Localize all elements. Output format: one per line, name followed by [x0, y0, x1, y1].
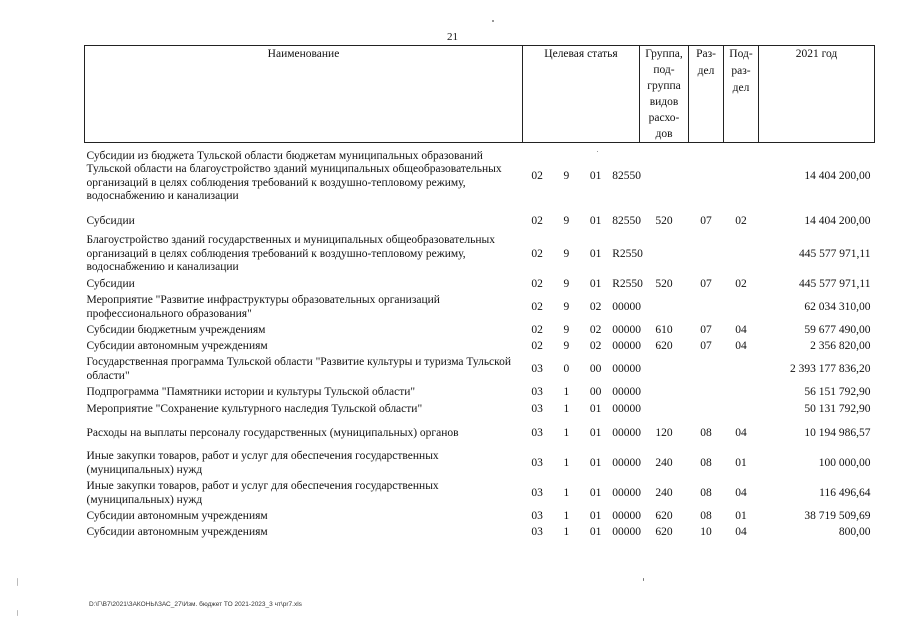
row-subsection: [724, 401, 759, 419]
row-event-code: 02: [589, 323, 602, 336]
row-amount: 10 194 986,57: [804, 426, 871, 439]
row-event-code: 01: [589, 277, 602, 290]
row-direction-code: 00000: [612, 509, 641, 522]
row-direction-code: 00000: [612, 402, 641, 415]
row-event-code: 01: [589, 456, 602, 469]
header-section: Раз- дел: [689, 46, 724, 143]
row-section: 07: [700, 323, 712, 336]
scan-speck: [17, 578, 18, 586]
row-direction-code: 82550: [612, 170, 641, 182]
table-row: [85, 449, 875, 479]
table-row: [85, 509, 875, 525]
row-name: Субсидии: [86, 277, 135, 290]
table-row: [85, 211, 875, 233]
row-subprogram-code: 1: [563, 509, 570, 522]
header-target-article: Целевая статья: [523, 46, 640, 143]
row-section: [689, 293, 724, 323]
row-name: Расходы на выплаты персоналу государственных (муниципальных) органов: [86, 426, 459, 439]
row-name: Субсидии: [86, 214, 135, 227]
row-name: Государственная программа Тульской области "Развитие культуры и туризма Тульской области": [86, 356, 512, 382]
budget-table: [84, 45, 875, 541]
row-subprogram-code: 9: [563, 339, 570, 352]
row-subprogram-code: 9: [563, 214, 570, 227]
row-event-code: 01: [589, 170, 602, 182]
row-direction-code: 00000: [612, 486, 641, 499]
row-subsection: 04: [735, 426, 747, 439]
page-number: 21: [447, 31, 458, 43]
row-event-code: 01: [589, 247, 602, 260]
row-direction-code: 00000: [612, 323, 641, 336]
row-expense-group: [640, 385, 689, 401]
row-program-code: 02: [531, 170, 543, 182]
row-subprogram-code: 1: [563, 456, 570, 469]
row-amount: 50 131 792,90: [804, 402, 871, 415]
row-expense-group: [640, 355, 689, 385]
row-amount: 800,00: [838, 525, 871, 538]
row-event-code: 00: [589, 385, 602, 398]
row-expense-group: 520: [655, 214, 673, 227]
row-subprogram-code: 9: [563, 170, 570, 182]
row-event-code: 01: [589, 426, 602, 439]
row-subprogram-code: 1: [563, 426, 570, 439]
row-expense-group: 240: [655, 486, 673, 499]
table-row: [85, 401, 875, 419]
header-subsection: Под- раз- дел: [724, 46, 759, 143]
row-section: 08: [700, 426, 712, 439]
row-event-code: 01: [589, 509, 602, 522]
row-subsection: [724, 143, 759, 211]
row-program-code: 02: [531, 323, 543, 336]
row-program-code: 03: [531, 509, 543, 522]
row-direction-code: 00000: [612, 339, 641, 352]
table-row: [85, 143, 875, 211]
row-direction-code: 00000: [612, 385, 641, 398]
table-row: [85, 355, 875, 385]
scan-speck: [492, 20, 494, 22]
table-row: [85, 323, 875, 339]
row-expense-group: [640, 293, 689, 323]
row-expense-group: [640, 143, 689, 211]
row-expense-group: 120: [655, 426, 673, 439]
row-direction-code: R2550: [612, 247, 643, 260]
row-program-code: 02: [531, 214, 543, 227]
row-event-code: 01: [589, 525, 602, 538]
row-direction-code: 00000: [612, 300, 641, 313]
row-amount: 56 151 792,90: [804, 385, 871, 398]
row-subprogram-code: 1: [563, 385, 570, 398]
row-amount: 445 577 971,11: [799, 247, 871, 260]
row-direction-code: 82550: [612, 214, 641, 227]
row-subsection: 04: [735, 339, 747, 352]
row-amount: 59 677 490,00: [804, 323, 871, 336]
row-event-code: 01: [589, 486, 602, 499]
table-row: [85, 339, 875, 355]
row-section: [689, 401, 724, 419]
row-name: Подпрограмма "Памятники истории и культуры Тульской области": [86, 385, 416, 398]
row-subsection: 04: [735, 525, 747, 538]
row-section: 10: [700, 525, 712, 538]
row-subprogram-code: 9: [563, 277, 570, 290]
row-amount: 116 496,64: [819, 486, 871, 499]
row-program-code: 03: [531, 486, 543, 499]
row-direction-code: 00000: [612, 525, 641, 538]
row-subsection: 01: [735, 456, 747, 469]
row-expense-group: 620: [655, 339, 673, 352]
row-expense-group: 620: [655, 509, 673, 522]
header-name: Наименование: [85, 46, 523, 143]
row-event-code: 02: [589, 339, 602, 352]
row-subsection: 02: [735, 214, 747, 227]
row-expense-group: [640, 233, 689, 277]
row-amount: 2 356 820,00: [810, 339, 871, 352]
row-program-code: 03: [531, 385, 543, 398]
row-subprogram-code: 1: [563, 402, 570, 415]
row-section: 07: [700, 277, 712, 290]
row-subprogram-code: 9: [563, 300, 570, 313]
row-amount: 14 404 200,00: [804, 214, 871, 227]
row-expense-group: 520: [655, 277, 673, 290]
row-amount: 14 404 200,00: [804, 170, 871, 182]
row-expense-group: 620: [655, 525, 673, 538]
row-section: [689, 355, 724, 385]
row-subsection: [724, 293, 759, 323]
row-name: Субсидии автономным учреждениям: [86, 525, 268, 538]
row-program-code: 02: [531, 300, 543, 313]
row-amount: 62 034 310,00: [804, 300, 871, 313]
row-program-code: 03: [531, 525, 543, 538]
row-subprogram-code: 1: [563, 525, 570, 538]
row-name: Иные закупки товаров, работ и услуг для обеспечения государственных (муниципальных) нужд: [86, 450, 439, 476]
row-subprogram-code: 0: [563, 362, 570, 375]
row-program-code: 02: [531, 247, 543, 260]
row-amount: 2 393 177 836,20: [790, 362, 871, 375]
table-header: [85, 46, 875, 143]
row-subsection: [724, 385, 759, 401]
row-section: 07: [700, 339, 712, 352]
row-subsection: [724, 355, 759, 385]
footer-file-path: D:\Г\В7\2021\ЗАКОНЫ\ЗАС_27\Изм. бюджет ТО 2021-2023_3 чт\pr7.xls: [89, 601, 302, 608]
table-row: [85, 479, 875, 509]
row-amount: 38 719 509,69: [804, 509, 871, 522]
row-name: Мероприятие "Сохранение культурного наследия Тульской области": [86, 402, 423, 415]
row-section: 08: [700, 509, 712, 522]
row-section: [689, 385, 724, 401]
row-program-code: 02: [531, 339, 543, 352]
row-expense-group: 240: [655, 456, 673, 469]
row-program-code: 03: [531, 426, 543, 439]
scan-speck: [643, 578, 644, 581]
row-subprogram-code: 1: [563, 486, 570, 499]
row-direction-code: 00000: [612, 426, 641, 439]
row-direction-code: 00000: [612, 362, 641, 375]
row-subprogram-code: 9: [563, 247, 570, 260]
row-event-code: 01: [589, 214, 602, 227]
row-program-code: 02: [531, 277, 543, 290]
row-amount: 100 000,00: [818, 456, 871, 469]
row-section: 07: [700, 214, 712, 227]
row-program-code: 03: [531, 362, 543, 375]
row-subsection: 01: [735, 509, 747, 522]
table-row: [85, 233, 875, 277]
row-direction-code: R2550: [612, 277, 643, 290]
row-subsection: 04: [735, 486, 747, 499]
table-row: [85, 277, 875, 293]
scan-speck: [17, 610, 18, 616]
row-expense-group: [640, 401, 689, 419]
row-event-code: 01: [589, 402, 602, 415]
row-subsection: 02: [735, 277, 747, 290]
row-section: [689, 233, 724, 277]
row-name: Благоустройство зданий государственных и муниципальных общеобразовательных организаций в целях соблюдения требований к воздушно-тепловому режиму, водоснабжению и канализации: [86, 234, 495, 274]
row-subsection: [724, 233, 759, 277]
row-event-code: 02: [589, 300, 602, 313]
header-year: 2021 год: [759, 46, 875, 143]
row-name: Субсидии автономным учреждениям: [86, 509, 268, 522]
row-name: Иные закупки товаров, работ и услуг для обеспечения государственных (муниципальных) нужд: [86, 480, 439, 506]
row-program-code: 03: [531, 402, 543, 415]
row-name: Субсидии из бюджета Тульской области бюджетам муниципальных образований Тульской области на благоустройство зданий муниципальных общеобразовательных организаций в целях соблюдения требований к воздушно-тепловому режиму, водоснабжению и канализации: [86, 149, 502, 203]
table-row: [85, 419, 875, 449]
header-group: Группа, под- группа видов расхо- дов: [640, 46, 689, 143]
table-row: [85, 293, 875, 323]
table-row: [85, 385, 875, 401]
row-event-code: 00: [589, 362, 602, 375]
row-direction-code: 00000: [612, 456, 641, 469]
row-name: Мероприятие "Развитие инфраструктуры образовательных организаций профессионального образования": [86, 294, 440, 320]
row-name: Субсидии автономным учреждениям: [86, 339, 268, 352]
row-amount: 445 577 971,11: [799, 277, 871, 290]
row-subsection: 04: [735, 323, 747, 336]
row-subprogram-code: 9: [563, 323, 570, 336]
row-program-code: 03: [531, 456, 543, 469]
row-section: [689, 143, 724, 211]
row-section: 08: [700, 456, 712, 469]
row-expense-group: 610: [655, 323, 673, 336]
row-name: Субсидии бюджетным учреждениям: [86, 323, 266, 336]
table-body: [85, 143, 875, 541]
table-row: [85, 525, 875, 541]
row-section: 08: [700, 486, 712, 499]
